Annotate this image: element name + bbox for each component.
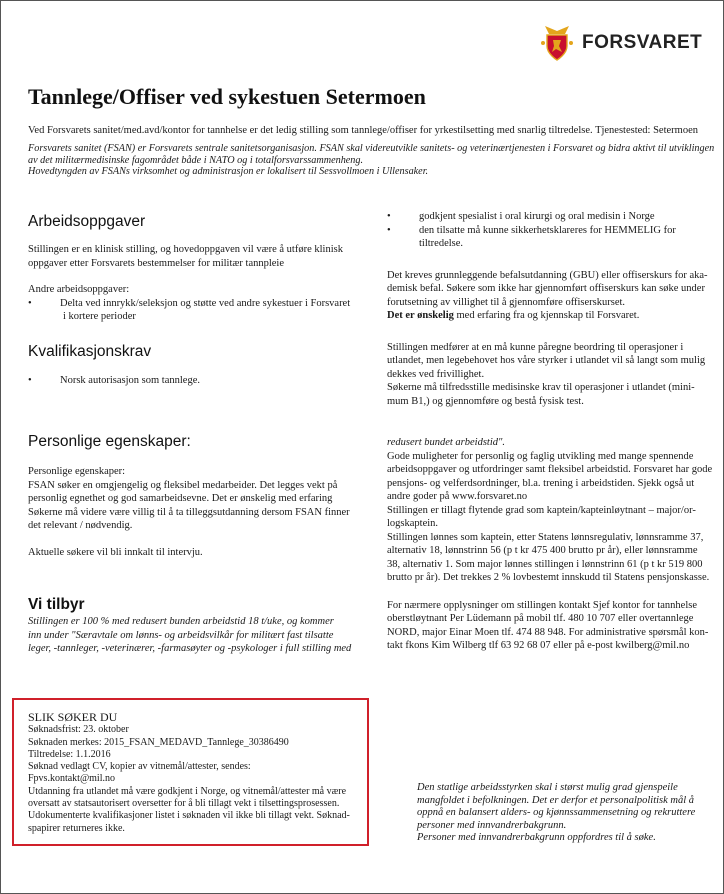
organisation-intro <box>28 143 718 178</box>
bullet-icon: • <box>28 297 32 309</box>
text-line <box>387 309 717 323</box>
offer-right <box>387 436 717 653</box>
text-span: med erfaring fra og kjennskap til Forsvaret. <box>453 310 640 321</box>
org-intro-line: av det militærmedisinske fagområdet både i NATO og i totalforsvarssammenheng. <box>28 154 364 166</box>
text-line: Stillingen er tillagt flytende grad som kaptein/kapteinløytnant – major/or- <box>387 504 696 516</box>
text-line: personlig egnethet og god samarbeidsevne. Det er ønskelig med erfaring <box>28 493 333 504</box>
text-line: andre goder på www.forsvaret.no <box>387 491 528 502</box>
list-item-line: i kortere perioder <box>63 311 136 322</box>
list-item <box>387 210 717 224</box>
text-line: det relevant / nødvendig. <box>28 520 133 531</box>
page-title: Tannlege/Offiser ved sykestuen Setermoen <box>28 84 426 109</box>
text-line: Søkerne må tilfredsstille medisinske krav til operasjoner i utlandet (mini- <box>387 382 695 393</box>
text-line: demisk befal. Søkere som ikke har gjennomført offiserskurs kan søke under <box>387 283 705 294</box>
list-item-line: godkjent spesialist i oral kirurgi og oral medisin i Norge <box>419 211 655 222</box>
list-item-line: Delta ved innrykk/seleksjon og støtte ved andre sykestuer i Forsvaret <box>60 297 351 309</box>
text-line: forutsetning av villighet til å gjennomføre offiserskurset. <box>387 296 626 308</box>
personlige-section <box>28 465 373 559</box>
text-line: FSAN søker en omgjengelig og fleksibel medarbeider. Det legges vekt på <box>28 479 338 491</box>
bold-phrase: Det er ønskelig <box>387 310 454 321</box>
list-item <box>387 224 717 251</box>
sub-heading: Andre arbeidsoppgaver: <box>28 284 130 295</box>
list-item <box>28 297 373 324</box>
text-line: Søkerne må videre være villig til å ta tilleggsutdanning dersom FSAN finner <box>28 506 350 518</box>
text-line: Søknad vedlagt CV, kopier av vitnemål/attester, sendes: <box>28 761 251 773</box>
text-line: redusert bundet arbeidstid". <box>387 437 506 448</box>
org-intro-line: Hovedtyngden av FSANs virksomhet og administrasjon er lokalisert til Sessvollmoen i Ullensaker. <box>28 166 429 177</box>
text-line: Personer med innvandrerbakgrunn oppfordres til å søke. <box>417 832 656 843</box>
forsvaret-logo <box>540 24 702 62</box>
logo-text: FORSVARET <box>582 32 703 53</box>
text-line: Det kreves grunnleggende befalsutdanning (GBU) eller offiserskurs for aka- <box>387 269 708 281</box>
text-line: leger, -tannleger, -veterinærer, -farmasøyter og -psykologer i full stilling med <box>28 643 352 654</box>
apply-heading: SLIK SØKER DU <box>28 710 118 724</box>
bullet-icon: • <box>387 224 391 236</box>
text-line: Gode muligheter for personlig og faglig utvikling med mange spennende <box>387 450 694 462</box>
text-line: 38, alternativ 1. Som major lønnes stillingen i lønnstrinn 61 (p t kr 519 800 <box>387 558 703 570</box>
text-line: Stillingen medfører at en må kunne påregne beordring til operasjoner i <box>387 341 684 353</box>
text-line: Personlige egenskaper: <box>28 466 126 477</box>
text-line: arbeidsoppgaver og utfordringer samt fleksibel arbeidstid. Forsvaret har gode <box>387 464 713 475</box>
list-item <box>28 374 373 388</box>
text-line: oppnå en balansert alders- og kjønnssammensetning og rekruttere <box>417 807 696 818</box>
text-line: spapirer returneres ikke. <box>28 822 125 834</box>
text-line: Utdanning fra utlandet må være godkjent i Norge, og vitnemål/attester må være <box>28 785 347 797</box>
heading-arbeidsoppgaver: Arbeidsoppgaver <box>28 213 146 230</box>
how-to-apply-content <box>28 711 364 835</box>
text-line: Udokumenterte kvalifikasjoner listet i søknaden vil ikke bli tillagt vekt. Søknad- <box>28 810 350 822</box>
text-line: alternativ 18, lønnstrinn 56 (p t kr 475 400 brutto pr år), eller lønnsramme <box>387 545 698 556</box>
text-line: mangfoldet i befolkningen. Det er derfor et personalpolitisk mål å <box>417 794 695 806</box>
list-item-line: den tilsatte må kunne sikkerhetsklareres for HEMMELIG for <box>419 224 676 236</box>
heading-personlige-egenskaper: Personlige egenskaper: <box>28 433 191 450</box>
text-line: For nærmere opplysninger om stillingen kontakt Sjef kontor for tannhelse <box>387 599 697 611</box>
text-line: personer med innvandrerbakgrunn. <box>417 819 567 831</box>
text-line: Søknaden merkes: 2015_FSAN_MEDAVD_Tannlege_30386490 <box>28 736 289 748</box>
bullet-icon: • <box>28 375 32 386</box>
diversity-statement <box>417 782 717 845</box>
text-line: Stillingen lønnes som kaptein, etter Statens lønnsregulativ, lønnsramme 37, <box>387 531 704 543</box>
text-line: inn under "Særavtale om lønns- og arbeidsvilkår for militært fast tilsatte <box>28 629 334 641</box>
requirements-right <box>387 210 717 408</box>
heading-kvalifikasjonskrav: Kvalifikasjonskrav <box>28 343 152 360</box>
text-line: takt fkons Kim Wilberg tlf 63 92 68 07 eller på e-post kwilberg@mil.no <box>387 640 690 651</box>
text-line: Stillingen er en klinisk stilling, og hovedoppgaven vil være å utføre klinisk <box>28 244 343 255</box>
text-line: oversatt av statsautorisert oversetter for å bli tillagt vekt i tilsettingsprosessen. <box>28 798 340 810</box>
text-line: dekkes ved frivillighet. <box>387 368 485 380</box>
forsvaret-crest-icon <box>540 24 574 62</box>
text-line: oberstløytnant Per Lüdemann på mobil tlf. 480 10 707 eller overtannlege <box>387 613 694 624</box>
vi-tilbyr-section <box>28 615 373 656</box>
kvalifikasjon-list <box>28 374 373 388</box>
text-line: Stillingen er 100 % med redusert bunden arbeidstid 18 t/uke, og kommer <box>28 616 334 627</box>
text-line: Tiltredelse: 1.1.2016 <box>28 748 111 760</box>
list-item-line: tiltredelse. <box>419 238 464 249</box>
text-line: logskaptein. <box>387 518 439 529</box>
text-line: NORD, major Einar Moen tlf. 474 88 948. For administrative spørsmål kon- <box>387 626 709 638</box>
intro-text: Ved Forsvarets sanitet/med.avd/kontor for tannhelse er det ledig stilling som tannlege/offiser for yrkestilsetting med snarlig tiltredelse. Tjenestested: Setermoen <box>28 125 698 136</box>
arbeidsoppgaver-section <box>28 243 373 324</box>
text-line: brutto pr år). Det trekkes 2 % lovbestemt innskudd til Statens pensjonskasse. <box>387 572 710 583</box>
text-line: Den statlige arbeidsstyrken skal i størst mulig grad gjenspeile <box>417 782 678 793</box>
text-line: mum B1,) og gjennomføre og bestå fysisk test. <box>387 395 584 407</box>
text-line: utlandet, men legebehovet hos våre styrker i utlandet vil så langt som mulig <box>387 355 706 366</box>
list-item-line: Norsk autorisasjon som tannlege. <box>60 375 200 386</box>
text-line: Søknadsfrist: 23. oktober <box>28 724 129 736</box>
heading-vi-tilbyr: Vi tilbyr <box>28 596 85 613</box>
bullet-icon: • <box>387 211 391 222</box>
org-intro-line: Forsvarets sanitet (FSAN) er Forsvarets sentrale sanitetsorganisasjon. FSAN skal videreutvikle sanitets- og veterinærtjenesten i Forsvaret og bidra aktivt til utviklingen <box>28 143 715 154</box>
text-line: pensjons- og velferdsordninger, bl.a. trening i arbeidstiden. Sjekk også ut <box>387 477 695 489</box>
apply-email[interactable]: Fpvs.kontakt@mil.no <box>28 773 115 785</box>
text-line: oppgaver etter Forsvarets bestemmelser for militær tannpleie <box>28 257 285 269</box>
text-line: Aktuelle søkere vil bli innkalt til intervju. <box>28 546 203 558</box>
